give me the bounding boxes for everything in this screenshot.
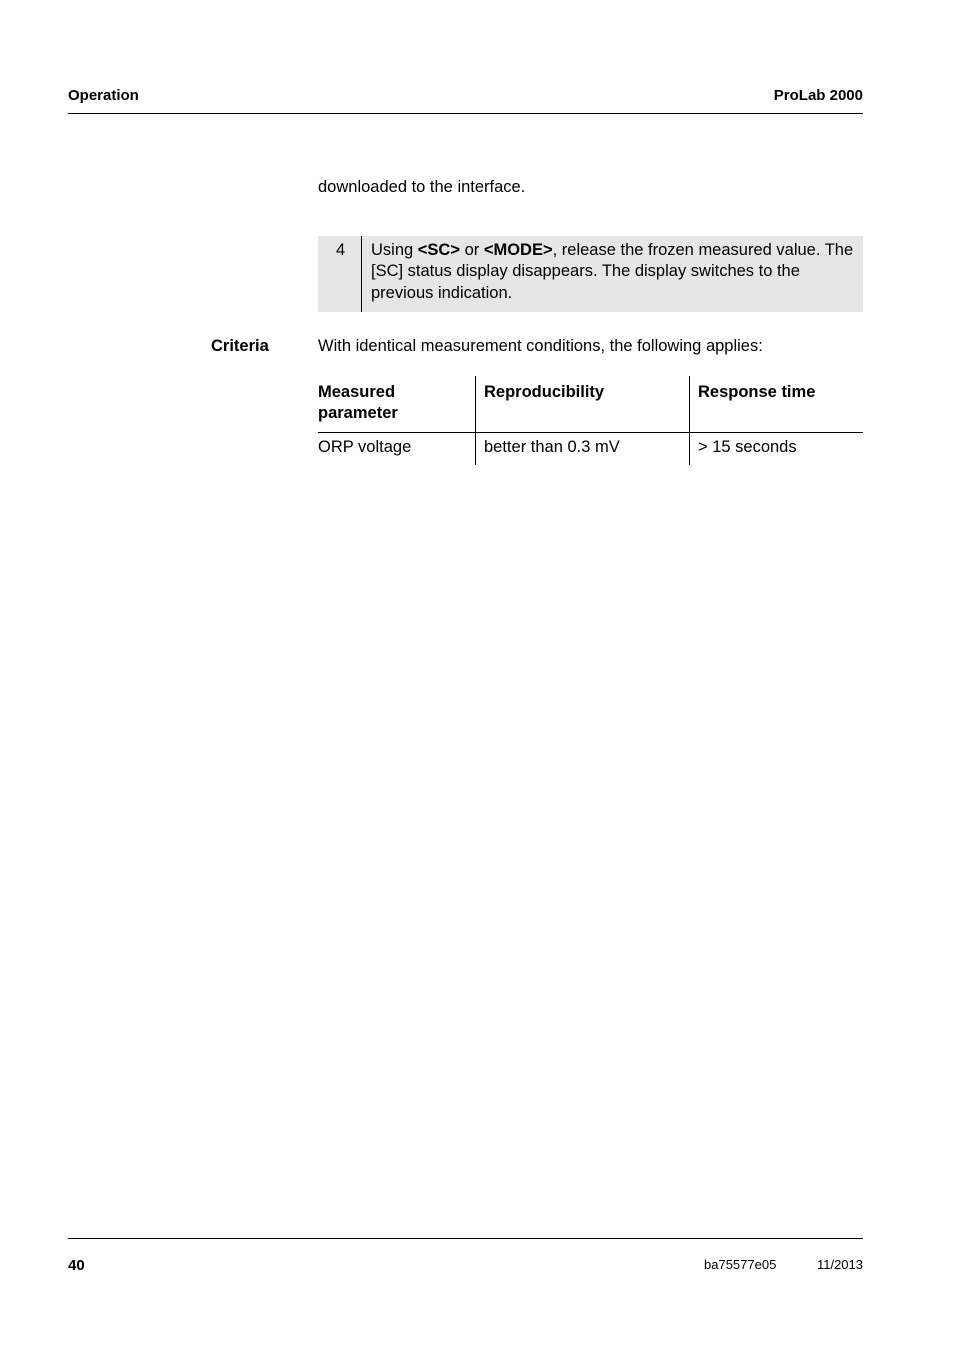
step-text-part: Using — [371, 241, 418, 259]
table-column-divider — [689, 376, 690, 465]
header-rule — [68, 113, 863, 114]
table-header-response-time: Response time — [698, 383, 816, 401]
step-separator — [361, 236, 362, 312]
footer-rule — [68, 1238, 863, 1239]
criteria-text: With identical measurement conditions, the following applies: — [318, 337, 763, 355]
table-cell: > 15 seconds — [698, 438, 797, 456]
table-column-divider — [475, 376, 476, 465]
document-id: ba75577e05 — [704, 1257, 777, 1272]
table-header-rule — [318, 432, 863, 433]
table-cell: better than 0.3 mV — [484, 438, 620, 456]
document-date: 11/2013 — [816, 1257, 863, 1272]
table-header-parameter: Measured parameter — [318, 383, 398, 422]
intro-text: downloaded to the interface. — [318, 178, 526, 196]
header-product-name: ProLab 2000 — [773, 87, 863, 104]
page-number: 40 — [68, 1257, 85, 1274]
step-text-part: or — [459, 241, 484, 259]
step-text — [371, 240, 861, 304]
key-sc: <SC> — [417, 241, 460, 259]
step-number: 4 — [336, 241, 346, 259]
criteria-label: Criteria — [211, 337, 269, 355]
header-section-title: Operation — [68, 87, 139, 104]
table-header-reproducibility: Reproducibility — [484, 383, 605, 401]
table-cell: ORP voltage — [318, 438, 412, 456]
step-text-part: , release the frozen measured value. The [SC] status display disappears. The display switches to the previous indication. — [371, 241, 854, 302]
key-mode: <MODE> — [483, 241, 553, 259]
